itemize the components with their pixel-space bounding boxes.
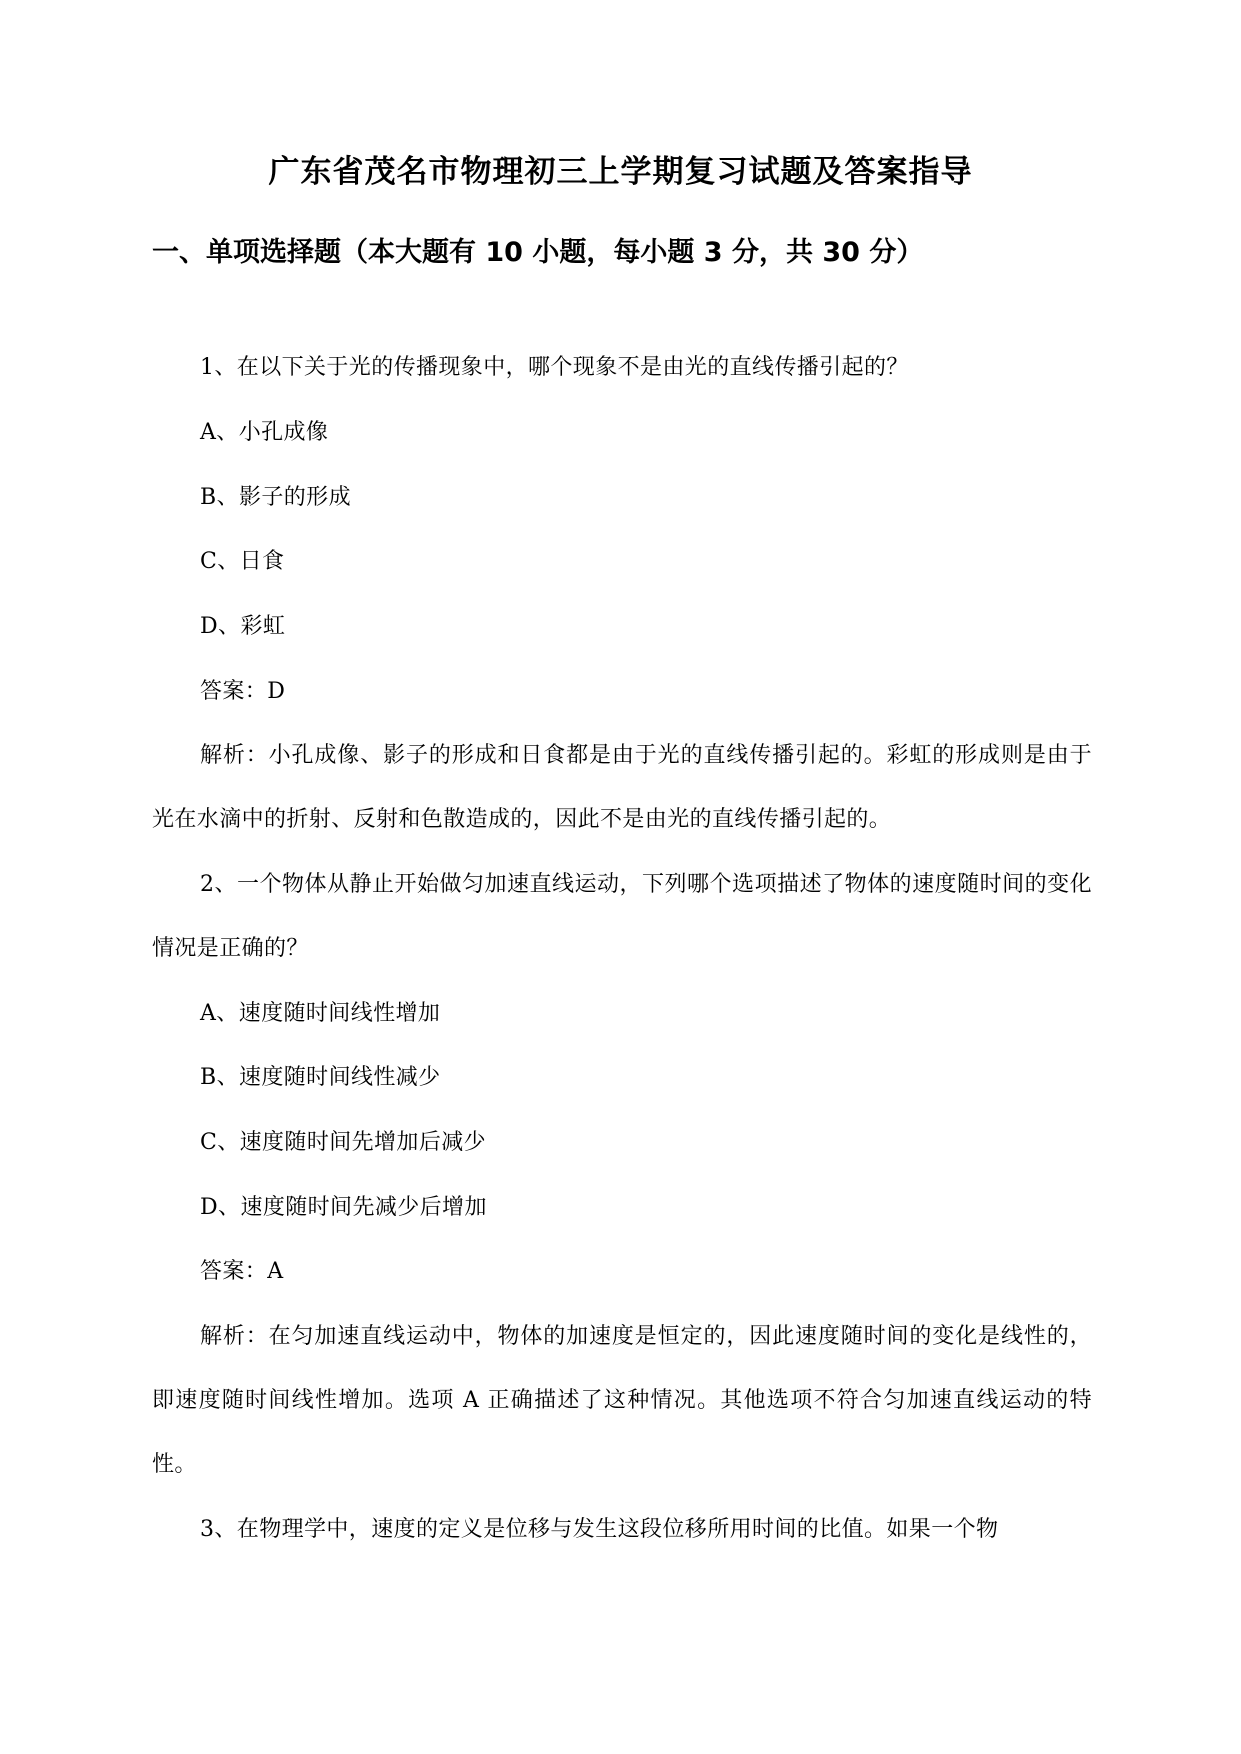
question-1-analysis: 解析：小孔成像、影子的形成和日食都是由于光的直线传播引起的。彩虹的形成则是由于光在水滴中的折射、反射和色散造成的，因此不是由光的直线传播引起的。: [152, 743, 1092, 832]
section-heading: 一、单项选择题（本大题有 10 小题，每小题 3 分，共 30 分）: [152, 237, 924, 268]
question-1-stem: 1、在以下关于光的传播现象中，哪个现象不是由光的直线传播引起的？: [200, 355, 909, 380]
question-1-answer: 答案：D: [200, 679, 286, 704]
question-2-stem: 2、一个物体从静止开始做匀加速直线运动，下列哪个选项描述了物体的速度随时间的变化情况是正确的？: [152, 872, 1092, 961]
question-1-option-c: C、日食: [200, 549, 285, 574]
question-2-option-c: C、速度随时间先增加后减少: [200, 1130, 487, 1155]
question-2-option-b: B、速度随时间线性减少: [200, 1065, 441, 1090]
question-2-answer: 答案：A: [200, 1259, 284, 1284]
question-2-option-d: D、速度随时间先减少后增加: [200, 1195, 487, 1220]
question-1-option-d: D、彩虹: [200, 614, 286, 639]
question-2-analysis: 解析：在匀加速直线运动中，物体的加速度是恒定的，因此速度随时间的变化是线性的，即速度随时间线性增加。选项 A 正确描述了这种情况。其他选项不符合匀加速直线运动的特性。: [152, 1324, 1092, 1477]
question-3-stem: 3、在物理学中，速度的定义是位移与发生这段位移所用时间的比值。如果一个物: [200, 1517, 999, 1542]
question-1-option-a: A、小孔成像: [200, 420, 329, 445]
question-2-option-a: A、速度随时间线性增加: [200, 1001, 441, 1026]
question-1-option-b: B、影子的形成: [200, 485, 351, 510]
document-title: 广东省茂名市物理初三上学期复习试题及答案指导: [268, 154, 973, 190]
